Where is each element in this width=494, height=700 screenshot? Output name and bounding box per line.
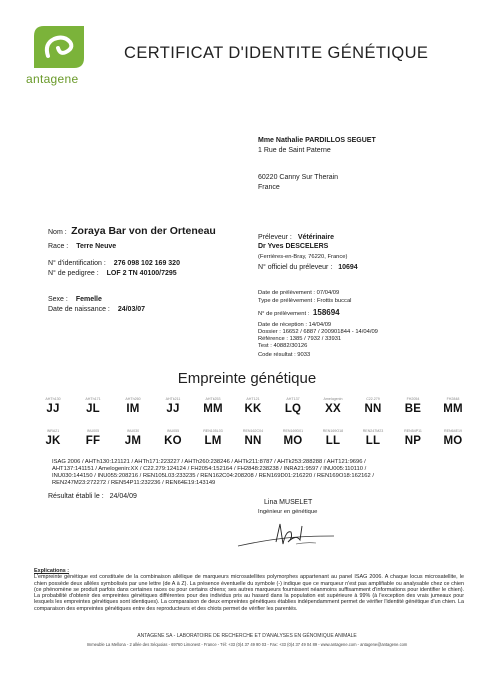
explanations xyxy=(34,568,464,612)
handwritten-signature xyxy=(236,516,340,552)
allele-cell xyxy=(33,428,73,447)
sampler-role-label: Préleveur : xyxy=(258,234,292,241)
footer-address: Immeuble La Mellona - 2 allée des Séquoias - 69760 Limonest - France - Tél: +33 (0)4 37 49 90 03 - Fax: +33 (0)4 37 49 04 89 - www.antagene.com - antagene@antagene.com xyxy=(86,642,408,647)
allele-grid-row-1 xyxy=(33,396,473,415)
allele-pair: LL xyxy=(365,435,381,447)
allele-cell xyxy=(433,396,473,415)
locus-label: REN105L03 xyxy=(203,429,223,433)
locus-label: REN169D01 xyxy=(282,429,304,433)
page-title: CERTIFICAT D'IDENTITE GÉNÉTIQUE xyxy=(124,44,429,62)
allele-cell xyxy=(393,396,433,415)
allele-cell xyxy=(113,396,153,415)
explanations-text: L'empreinte génétique est constituée de la combinaison allélique de marqueurs microsatellites polymorphes appartenant au panel ISAG 2006. A chaque locus microsatellite, le chien possède deux allèles symbolisés par une lettre (de A à Z). La présence éventuelle du symbole (-) indique que ce marqueur n'est pas amplifiable ou analysable chez ce chien (ce phénomène se produit parfois dans certaines races ou pour certains chiens; ses autres marqueurs fournissent néanmoins suffisamment d'informations pour identifier le chien). La probabilité d'obtenir des empreintes génétiques différentes pour des individus pris au hasard dans la population est supérieure à 99% (à l'exception des vrais jumeaux pour lesquels les empreintes génétiques sont identiques). La comparaison de deux empreintes génétiques établies indépendamment permet de vérifier l'identité génétique d'un chien. La comparaison des empreintes génétiques entre des reproducteurs et des chiots permet de vérifier les parentés. xyxy=(34,574,464,612)
locus-label: AHTh171 xyxy=(85,397,101,401)
reference: Référence : 1385 / 7932 / 33931 xyxy=(258,336,342,342)
allele-pair: BE xyxy=(404,403,422,415)
markers-line-1: ISAG 2006 / AHTh130:121121 / AHTh171:223227 / AHTh260:238246 / AHTk211:8787 / AHTk253:288288 / AHT121:9696 / xyxy=(52,459,366,465)
sampler-name: Dr Yves DESCELERS xyxy=(258,243,329,250)
identification-label: N° d'identification : xyxy=(48,260,106,267)
pedigree-row xyxy=(48,270,177,277)
sex-label: Sexe : xyxy=(48,296,68,303)
sample-date-label: Date de prélèvement : xyxy=(258,290,316,296)
sample-number: 158694 xyxy=(312,308,340,317)
animal-name: Zoraya Bar von der Orteneau xyxy=(71,225,216,237)
fingerprint-title: Empreinte génétique xyxy=(177,370,317,387)
owner-address-street: 1 Rue de Saint Paterne xyxy=(258,147,331,154)
signatory-name: Lina MUSELET xyxy=(264,499,313,506)
allele-pair: LM xyxy=(204,435,222,447)
allele-pair: JL xyxy=(86,403,100,415)
sample-number-row xyxy=(258,308,340,317)
sample-date: 07/04/09 xyxy=(316,290,340,296)
breed-value: Terre Neuve xyxy=(76,243,117,250)
allele-pair: KO xyxy=(164,435,182,447)
owner-address-city: 60220 Canny Sur Therain xyxy=(258,174,339,181)
allele-pair: JM xyxy=(124,435,142,447)
markers-line-2: AHT137:141151 / Amelogenin:XX / C22.279:124124 / FH2054:152164 / FH2848:238238 / INRA21:9597 / INU005:110110 / xyxy=(52,466,367,472)
allele-pair: MM xyxy=(203,403,223,415)
locus-label: INU055 xyxy=(166,429,180,433)
allele-pair: MO xyxy=(443,435,463,447)
allele-cell xyxy=(73,428,113,447)
allele-cell xyxy=(233,428,273,447)
allele-cell xyxy=(313,396,353,415)
locus-label: FH2848 xyxy=(446,397,460,401)
allele-pair: JJ xyxy=(166,403,180,415)
dossier: Dossier : 16652 / 6887 / 200901844 - 14/04/09 xyxy=(258,329,378,335)
markers-line-3: INU030:144150 / INU055:208216 / REN105L03:233235 / REN162C04:208208 / REN169D01:216220 / REN169O18:162162 / xyxy=(52,473,374,479)
sample-type: Frottis buccal xyxy=(316,298,352,304)
sampler-number-row xyxy=(258,264,358,271)
owner-name: Mme Nathalie PARDILLOS SEGUET xyxy=(258,137,376,144)
allele-cell xyxy=(353,396,393,415)
reception-date: Date de réception : 14/04/09 xyxy=(258,322,332,328)
sample-type-label: Type de prélèvement : xyxy=(258,298,316,304)
birth-label: Date de naissance : xyxy=(48,306,110,313)
allele-pair: JK xyxy=(45,435,61,447)
allele-pair: MM xyxy=(443,403,463,415)
allele-pair: XX xyxy=(325,403,341,415)
signatory-title: Ingénieur en génétique xyxy=(258,509,318,515)
sampler-number-label: N° officiel du préleveur : xyxy=(258,264,333,271)
allele-pair: MO xyxy=(283,435,303,447)
allele-pair: KK xyxy=(244,403,262,415)
markers-line-4: REN247M23:272272 / REN54P11:232236 / REN64E19:143149 xyxy=(52,480,216,486)
animal-name-label: Nom : xyxy=(48,229,67,236)
allele-pair: LL xyxy=(325,435,341,447)
explanations-heading: Explications : xyxy=(34,568,70,574)
result-date-label: Résultat établi le : xyxy=(48,493,104,500)
pedigree-value: LOF 2 TN 40100/7295 xyxy=(106,270,177,277)
result-date: 24/04/09 xyxy=(109,493,137,500)
locus-label: AHTh130 xyxy=(45,397,61,401)
brand-name: antagene xyxy=(26,72,79,86)
result-code: Code résultat : 9033 xyxy=(258,352,311,358)
allele-cell xyxy=(313,428,353,447)
antagene-logo xyxy=(30,22,88,72)
allele-cell xyxy=(153,428,193,447)
allele-cell xyxy=(193,396,233,415)
allele-cell xyxy=(273,396,313,415)
footer-lab: ANTAGENE SA - LABORATOIRE DE RECHERCHE ET D'ANALYSES EN GÉNOMIQUE ANIMALE xyxy=(137,633,357,639)
locus-label: AHTk211 xyxy=(165,397,181,401)
test-number: Test : 40882/30126 xyxy=(258,343,308,349)
birth-value: 24/03/07 xyxy=(117,306,146,313)
identification-value: 276 098 102 169 320 xyxy=(113,260,180,267)
locus-label: INRA21 xyxy=(46,429,60,433)
locus-label: AHTh260 xyxy=(125,397,141,401)
result-date-row xyxy=(48,493,137,500)
allele-pair: LQ xyxy=(284,403,302,415)
sample-number-label: N° de prélèvement : xyxy=(258,311,310,317)
sample-type-row xyxy=(258,298,351,304)
allele-pair: FF xyxy=(85,435,101,447)
allele-pair: NN xyxy=(244,435,262,447)
allele-cell xyxy=(233,396,273,415)
locus-label: AHT121 xyxy=(246,397,260,401)
allele-cell xyxy=(33,396,73,415)
allele-cell xyxy=(193,428,233,447)
locus-label: FH2054 xyxy=(406,397,420,401)
sex-row xyxy=(48,296,102,303)
sampler-place: (Ferrières-en-Bray, 76220, France) xyxy=(258,254,348,260)
sex-value: Femelle xyxy=(75,296,102,303)
allele-cell xyxy=(273,428,313,447)
allele-cell xyxy=(113,428,153,447)
locus-label: REN54P11 xyxy=(404,429,422,433)
owner-country: France xyxy=(258,184,280,191)
allele-pair: JJ xyxy=(46,403,60,415)
locus-label: INU030 xyxy=(126,429,140,433)
identification-row xyxy=(48,260,180,267)
allele-cell xyxy=(73,396,113,415)
locus-label: C22.279 xyxy=(366,397,380,401)
allele-pair: IM xyxy=(126,403,140,415)
locus-label: REN64E19 xyxy=(444,429,462,433)
birth-row xyxy=(48,306,145,313)
sampler-number: 10694 xyxy=(338,264,358,271)
locus-label: AHT137 xyxy=(286,397,300,401)
breed-label: Race : xyxy=(48,243,69,250)
allele-cell xyxy=(353,428,393,447)
allele-pair: NP xyxy=(404,435,422,447)
locus-label: INU005 xyxy=(86,429,100,433)
animal-name-row xyxy=(48,221,216,239)
locus-label: Amelogenin xyxy=(323,397,343,401)
sampler-role: Vétérinaire xyxy=(297,234,334,241)
locus-label: REN247M23 xyxy=(362,429,384,433)
breed-row xyxy=(48,243,116,250)
allele-cell xyxy=(433,428,473,447)
allele-pair: NN xyxy=(364,403,382,415)
sample-date-row xyxy=(258,290,339,296)
locus-label: REN162C04 xyxy=(242,429,264,433)
allele-cell xyxy=(153,396,193,415)
locus-label: AHTk253 xyxy=(205,397,221,401)
locus-label: REN169O18 xyxy=(322,429,344,433)
pedigree-label: N° de pedigree : xyxy=(48,270,99,277)
allele-grid-row-2 xyxy=(33,428,473,447)
allele-cell xyxy=(393,428,433,447)
sampler-role-row xyxy=(258,234,334,241)
